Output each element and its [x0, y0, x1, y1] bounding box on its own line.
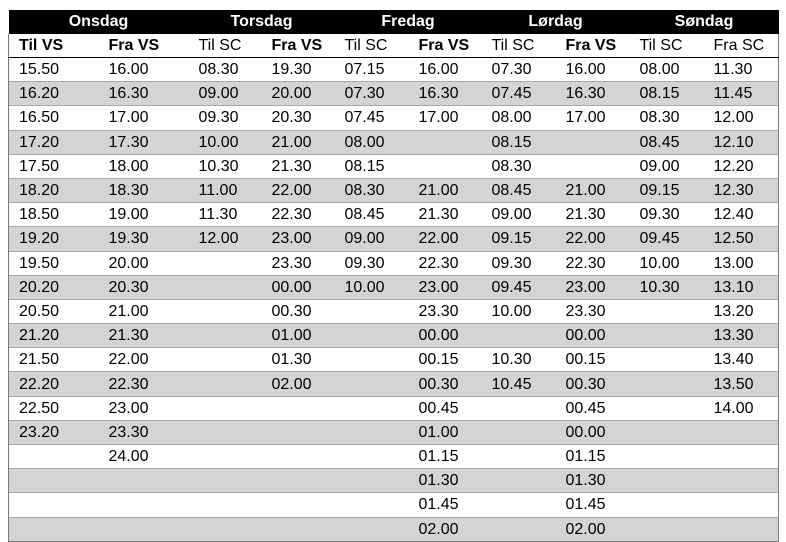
time-cell: 01.45	[409, 493, 482, 517]
time-cell: 00.30	[262, 299, 335, 323]
time-cell	[704, 469, 779, 493]
time-cell: 13.50	[704, 372, 779, 396]
time-cell: 07.30	[482, 58, 556, 82]
time-cell	[189, 299, 262, 323]
time-cell	[189, 372, 262, 396]
time-cell: 13.10	[704, 275, 779, 299]
time-cell: 11.30	[704, 58, 779, 82]
time-cell	[630, 396, 704, 420]
time-cell: 20.30	[99, 275, 189, 299]
time-cell: 23.00	[262, 227, 335, 251]
time-cell: 09.30	[189, 106, 262, 130]
table-row	[9, 275, 779, 299]
time-cell: 17.00	[409, 106, 482, 130]
time-cell	[9, 517, 99, 541]
time-cell: 18.30	[99, 178, 189, 202]
time-cell	[262, 420, 335, 444]
time-cell	[630, 324, 704, 348]
time-cell: 17.20	[9, 130, 99, 154]
time-cell: 01.30	[409, 469, 482, 493]
time-cell: 12.50	[704, 227, 779, 251]
time-cell	[482, 469, 556, 493]
column-header: Til SC	[335, 34, 409, 58]
time-cell	[630, 372, 704, 396]
column-header: Fra VS	[409, 34, 482, 58]
time-cell	[630, 348, 704, 372]
time-cell: 20.50	[9, 299, 99, 323]
time-cell	[9, 445, 99, 469]
time-cell	[482, 396, 556, 420]
time-cell: 10.00	[630, 251, 704, 275]
time-cell: 21.00	[99, 299, 189, 323]
time-cell	[262, 493, 335, 517]
time-cell	[262, 396, 335, 420]
time-cell: 21.30	[556, 203, 630, 227]
time-cell	[556, 130, 630, 154]
column-header: Fra VS	[262, 34, 335, 58]
day-header: Søndag	[630, 10, 779, 34]
time-cell	[189, 396, 262, 420]
schedule-table	[8, 10, 779, 542]
time-cell: 12.00	[704, 106, 779, 130]
time-cell: 23.20	[9, 420, 99, 444]
time-cell: 10.30	[630, 275, 704, 299]
time-cell: 12.10	[704, 130, 779, 154]
time-cell: 16.00	[556, 58, 630, 82]
day-header: Onsdag	[9, 10, 189, 34]
time-cell: 19.30	[262, 58, 335, 82]
time-cell: 21.00	[556, 178, 630, 202]
time-cell: 09.45	[630, 227, 704, 251]
time-cell: 01.15	[409, 445, 482, 469]
time-cell: 13.00	[704, 251, 779, 275]
time-cell: 09.00	[482, 203, 556, 227]
time-cell: 22.30	[409, 251, 482, 275]
time-cell: 00.15	[556, 348, 630, 372]
time-cell: 08.30	[630, 106, 704, 130]
time-cell: 16.00	[409, 58, 482, 82]
time-cell: 20.30	[262, 106, 335, 130]
time-cell: 19.00	[99, 203, 189, 227]
time-cell: 00.00	[262, 275, 335, 299]
time-cell: 10.45	[482, 372, 556, 396]
table-row	[9, 517, 779, 541]
time-cell	[630, 299, 704, 323]
time-cell	[335, 299, 409, 323]
time-cell	[482, 420, 556, 444]
time-cell	[630, 445, 704, 469]
time-cell: 00.30	[556, 372, 630, 396]
time-cell: 20.20	[9, 275, 99, 299]
time-cell: 22.00	[262, 178, 335, 202]
time-cell: 09.30	[482, 251, 556, 275]
table-row	[9, 154, 779, 178]
table-row	[9, 299, 779, 323]
time-cell: 09.45	[482, 275, 556, 299]
time-cell: 17.00	[99, 106, 189, 130]
time-cell: 23.00	[556, 275, 630, 299]
time-cell: 16.30	[409, 82, 482, 106]
time-cell	[335, 324, 409, 348]
time-cell: 00.00	[556, 420, 630, 444]
time-cell: 07.30	[335, 82, 409, 106]
column-header: Til SC	[630, 34, 704, 58]
column-header: Til SC	[482, 34, 556, 58]
column-header: Til VS	[9, 34, 99, 58]
table-row	[9, 58, 779, 82]
time-cell	[335, 445, 409, 469]
time-cell	[409, 130, 482, 154]
time-cell: 12.20	[704, 154, 779, 178]
time-cell: 08.45	[630, 130, 704, 154]
time-cell	[704, 420, 779, 444]
time-cell: 16.00	[99, 58, 189, 82]
time-cell: 14.00	[704, 396, 779, 420]
time-cell: 01.00	[409, 420, 482, 444]
time-cell: 00.30	[409, 372, 482, 396]
time-cell: 10.30	[482, 348, 556, 372]
time-cell: 21.30	[409, 203, 482, 227]
time-cell: 10.00	[189, 130, 262, 154]
time-cell: 08.15	[335, 154, 409, 178]
time-cell: 08.00	[482, 106, 556, 130]
day-header-row	[9, 10, 779, 34]
day-header: Lørdag	[482, 10, 630, 34]
time-cell: 19.20	[9, 227, 99, 251]
time-cell: 09.15	[482, 227, 556, 251]
time-cell: 08.30	[482, 154, 556, 178]
time-cell	[335, 348, 409, 372]
time-cell: 12.40	[704, 203, 779, 227]
time-cell	[99, 517, 189, 541]
time-cell: 23.00	[409, 275, 482, 299]
time-cell: 11.45	[704, 82, 779, 106]
time-cell: 24.00	[99, 445, 189, 469]
time-cell: 00.00	[409, 324, 482, 348]
table-row	[9, 178, 779, 202]
time-cell: 22.30	[99, 372, 189, 396]
time-cell: 22.00	[409, 227, 482, 251]
time-cell	[482, 517, 556, 541]
time-cell	[409, 154, 482, 178]
time-cell	[335, 396, 409, 420]
time-cell: 00.45	[556, 396, 630, 420]
time-cell	[189, 493, 262, 517]
time-cell	[189, 420, 262, 444]
time-cell: 10.00	[482, 299, 556, 323]
time-cell: 22.20	[9, 372, 99, 396]
time-cell: 07.15	[335, 58, 409, 82]
column-header: Til SC	[189, 34, 262, 58]
time-cell	[704, 493, 779, 517]
time-cell: 22.00	[556, 227, 630, 251]
time-cell: 18.20	[9, 178, 99, 202]
time-cell	[9, 493, 99, 517]
time-cell: 08.30	[189, 58, 262, 82]
time-cell	[556, 154, 630, 178]
time-cell	[335, 420, 409, 444]
time-cell: 21.20	[9, 324, 99, 348]
time-cell: 00.00	[556, 324, 630, 348]
time-cell: 23.30	[262, 251, 335, 275]
time-cell	[189, 348, 262, 372]
time-cell: 08.15	[630, 82, 704, 106]
time-cell: 08.30	[335, 178, 409, 202]
table-row	[9, 493, 779, 517]
time-cell	[262, 469, 335, 493]
table-row	[9, 227, 779, 251]
time-cell: 09.00	[189, 82, 262, 106]
time-cell	[9, 469, 99, 493]
time-cell: 00.15	[409, 348, 482, 372]
time-cell: 23.30	[99, 420, 189, 444]
time-cell: 00.45	[409, 396, 482, 420]
time-cell	[189, 517, 262, 541]
table-row	[9, 82, 779, 106]
day-header: Torsdag	[189, 10, 335, 34]
table-row	[9, 348, 779, 372]
table-row	[9, 372, 779, 396]
time-cell: 11.30	[189, 203, 262, 227]
time-cell: 21.30	[99, 324, 189, 348]
time-cell: 01.15	[556, 445, 630, 469]
time-cell: 21.30	[262, 154, 335, 178]
time-cell: 09.15	[630, 178, 704, 202]
time-cell: 07.45	[482, 82, 556, 106]
time-cell	[262, 445, 335, 469]
time-cell: 01.45	[556, 493, 630, 517]
column-header: Fra SC	[704, 34, 779, 58]
time-cell: 02.00	[409, 517, 482, 541]
time-cell	[262, 517, 335, 541]
time-cell: 12.00	[189, 227, 262, 251]
time-cell	[335, 493, 409, 517]
time-cell	[335, 469, 409, 493]
time-cell: 15.50	[9, 58, 99, 82]
time-cell: 07.45	[335, 106, 409, 130]
time-cell: 16.20	[9, 82, 99, 106]
time-cell: 09.00	[630, 154, 704, 178]
time-cell: 21.00	[262, 130, 335, 154]
time-cell: 10.30	[189, 154, 262, 178]
time-cell: 23.30	[409, 299, 482, 323]
table-row	[9, 469, 779, 493]
time-cell: 23.00	[99, 396, 189, 420]
time-cell: 12.30	[704, 178, 779, 202]
table-row	[9, 445, 779, 469]
time-cell	[189, 324, 262, 348]
column-header-row	[9, 34, 779, 58]
time-cell	[189, 275, 262, 299]
time-cell: 22.00	[99, 348, 189, 372]
time-cell: 22.30	[262, 203, 335, 227]
time-cell: 21.00	[409, 178, 482, 202]
table-row	[9, 130, 779, 154]
time-cell	[630, 493, 704, 517]
time-cell: 08.00	[335, 130, 409, 154]
table-row	[9, 324, 779, 348]
day-header: Fredag	[335, 10, 482, 34]
time-cell: 18.50	[9, 203, 99, 227]
time-cell: 08.15	[482, 130, 556, 154]
time-cell: 09.30	[335, 251, 409, 275]
time-cell	[630, 469, 704, 493]
time-cell: 08.45	[482, 178, 556, 202]
time-cell: 20.00	[99, 251, 189, 275]
time-cell: 17.50	[9, 154, 99, 178]
time-cell: 09.00	[335, 227, 409, 251]
time-cell: 17.00	[556, 106, 630, 130]
schedule-body	[9, 58, 779, 542]
time-cell: 22.30	[556, 251, 630, 275]
time-cell	[99, 469, 189, 493]
time-cell: 23.30	[556, 299, 630, 323]
time-cell: 17.30	[99, 130, 189, 154]
time-cell: 01.00	[262, 324, 335, 348]
time-cell	[630, 517, 704, 541]
time-cell	[630, 420, 704, 444]
time-cell: 13.20	[704, 299, 779, 323]
time-cell: 22.50	[9, 396, 99, 420]
time-cell: 08.00	[630, 58, 704, 82]
time-cell: 02.00	[556, 517, 630, 541]
time-cell	[482, 445, 556, 469]
column-header: Fra VS	[99, 34, 189, 58]
table-row	[9, 396, 779, 420]
time-cell: 13.30	[704, 324, 779, 348]
time-cell: 16.50	[9, 106, 99, 130]
time-cell	[482, 324, 556, 348]
table-row	[9, 251, 779, 275]
time-cell: 11.00	[189, 178, 262, 202]
time-cell	[189, 469, 262, 493]
table-row	[9, 420, 779, 444]
time-cell: 09.30	[630, 203, 704, 227]
time-cell: 01.30	[262, 348, 335, 372]
column-header: Fra VS	[556, 34, 630, 58]
table-row	[9, 203, 779, 227]
time-cell	[704, 517, 779, 541]
time-cell: 19.50	[9, 251, 99, 275]
time-cell: 20.00	[262, 82, 335, 106]
time-cell: 08.45	[335, 203, 409, 227]
time-cell: 16.30	[99, 82, 189, 106]
time-cell: 18.00	[99, 154, 189, 178]
time-cell: 10.00	[335, 275, 409, 299]
time-cell: 21.50	[9, 348, 99, 372]
time-cell	[704, 445, 779, 469]
time-cell	[482, 493, 556, 517]
time-cell: 19.30	[99, 227, 189, 251]
table-row	[9, 106, 779, 130]
time-cell: 16.30	[556, 82, 630, 106]
time-cell	[189, 445, 262, 469]
time-cell	[189, 251, 262, 275]
time-cell: 02.00	[262, 372, 335, 396]
time-cell	[99, 493, 189, 517]
time-cell	[335, 372, 409, 396]
time-cell: 13.40	[704, 348, 779, 372]
time-cell: 01.30	[556, 469, 630, 493]
time-cell	[335, 517, 409, 541]
